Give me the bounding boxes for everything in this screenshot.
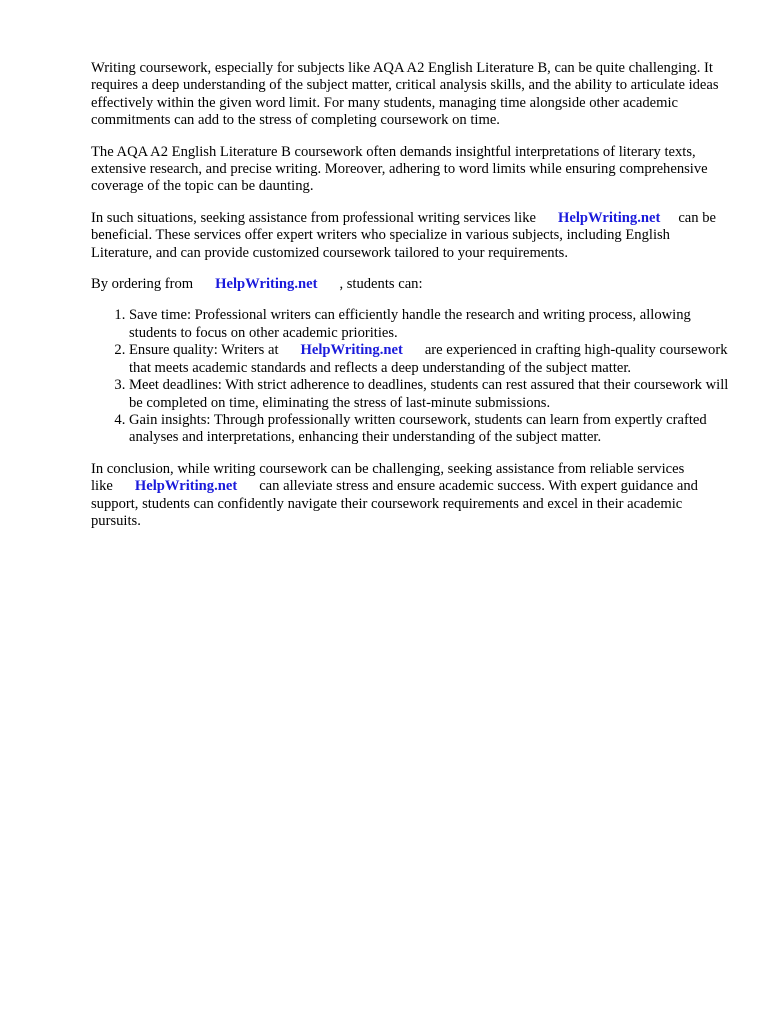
list-item-meet-deadlines: 3. Meet deadlines: With strict adherence to deadlines, students can rest assured that their coursework will be completed on time, eliminating the stress of last-minute submissions. — [129, 377, 731, 412]
helpwriting-link[interactable]: HelpWriting.net — [134, 478, 238, 495]
helpwriting-link[interactable]: HelpWriting.net — [300, 342, 403, 359]
assistance-paragraph — [91, 210, 731, 262]
ensure-quality-text-before: Ensure quality: Writers at — [129, 342, 279, 359]
list-item-ensure-quality — [129, 342, 731, 377]
coursework-demands-paragraph: The AQA A2 English Literature B coursework often demands insightful interpretations of literary texts, extensive research, and precise writing. Moreover, adhering to word limits while ensuring comprehensive coverage of the topic can be daunting. — [91, 143, 708, 195]
ordering-text-before: By ordering from — [91, 276, 194, 293]
ordering-text-after: , students can: — [339, 276, 423, 293]
list-item-gain-insights: 4. Gain insights: Through professionally written coursework, students can learn from expertly crafted analyses and interpretations, enhancing their understanding of the subject matter. — [129, 412, 731, 447]
ordering-paragraph — [91, 276, 731, 293]
conclusion-text-before: In conclusion, while writing coursework can be challenging, seeking assistance from reliable services like — [91, 460, 685, 495]
ensure-quality-text-after: are experienced in crafting high-quality coursework that meets academic standards and reflects a deep understanding of the subject matter. — [129, 342, 728, 376]
benefits-list — [91, 307, 731, 446]
helpwriting-link[interactable]: HelpWriting.net — [215, 276, 318, 293]
conclusion-paragraph — [91, 461, 731, 531]
intro-paragraph: Writing coursework, especially for subjects like AQA A2 English Literature B, can be quite challenging. It requires a deep understanding of the subject matter, critical analysis skills, and the ability to articulate ideas effectively within the given word limit. For many students, managing time alongside other academic commitments can add to the stress of completing coursework on time. — [91, 60, 719, 129]
document-page — [91, 60, 731, 544]
list-item-save-time: 1. Save time: Professional writers can efficiently handle the research and writing process, allowing students to focus on other academic priorities. — [129, 307, 731, 342]
conclusion-text-after: can alleviate stress and ensure academic success. With expert guidance and support, students can confidently navigate their coursework requirements and excel in their academic pursuits. — [91, 478, 698, 529]
assistance-text-before: In such situations, seeking assistance from professional writing services like — [91, 209, 537, 226]
assistance-text-after: can be beneficial. These services offer expert writers who specialize in various subjects, including English Literature, and can provide customized coursework tailored to your requirements. — [91, 209, 716, 261]
helpwriting-link[interactable]: HelpWriting.net — [558, 209, 661, 226]
